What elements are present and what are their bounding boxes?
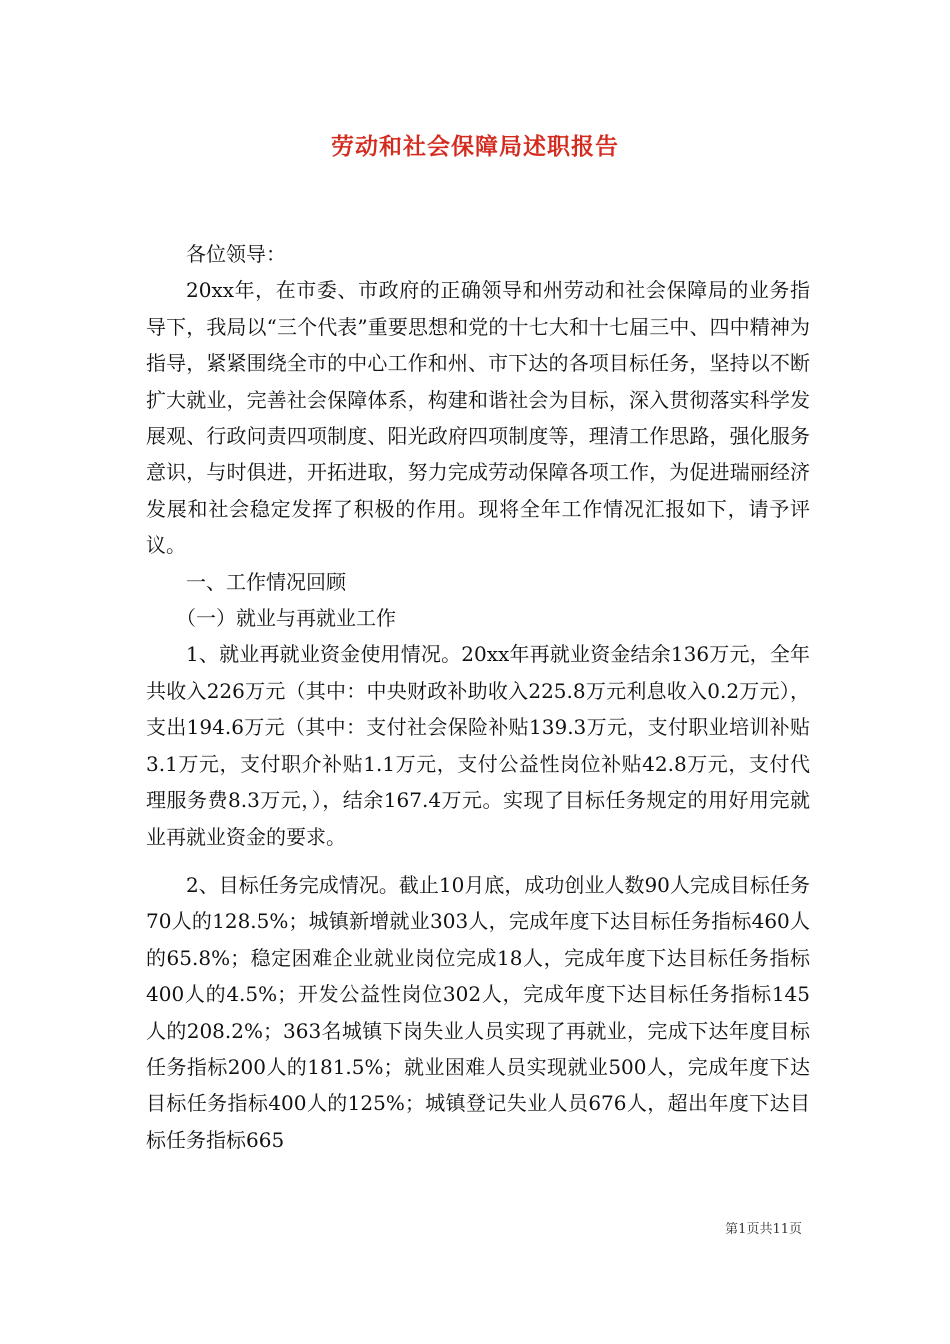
intro-paragraph: 20xx年，在市委、市政府的正确领导和州劳动和社会保障局的业务指导下，我局以“三个代表”重要思想和党的十七大和十七届三中、四中精神为指导，紧紧围绕全市的中心工作和州、市下达的各项目标任务，坚持以不断扩大就业，完善社会保障体系，构建和谐社会为目标，深入贯彻落实科学发展观、行政问责四项制度、阳光政府四项制度等，理清工作思路，强化服务意识，与时俱进，开拓进取，努力完成劳动保障各项工作，为促进瑞丽经济发展和社会稳定发挥了积极的作用。现将全年工作情况汇报如下，请予评议。: [146, 278, 810, 558]
item-2-paragraph: 2、目标任务完成情况。截止10月底，成功创业人数90人完成目标任务70人的128.5%；城镇新增就业303人，完成年度下达目标任务指标460人的65.8%；稳定困难企业就业岗位完成18人，完成年度下达目标任务指标400人的4.5%；开发公益性岗位302人，完成年度下达目标任务指标145人的208.2%；363名城镇下岗失业人员实现了再就业，完成下达年度目标任务指标200人的181.5%；就业困难人员实现就业500人，完成年度下达目标任务指标400人的125%；城镇登记失业人员676人，超出年度下达目标任务指标665: [146, 872, 810, 1152]
subsection-heading: （一）就业与再就业工作: [176, 606, 396, 631]
item-1-paragraph: 1、就业再就业资金使用情况。20xx年再就业资金结余136万元，全年共收入226万元（其中：中央财政补助收入225.8万元利息收入0.2万元），支出194.6万元（其中：支付社会保险补贴139.3万元，支付职业培训补贴3.1万元，支付职介补贴1.1万元，支付公益性岗位补贴42.8万元，支付代理服务费8.3万元，），结余167.4万元。实现了目标任务规定的用好用完就业再就业资金的要求。: [146, 642, 810, 849]
document-body: [146, 236, 810, 1158]
page-number-footer: 第1页共11页: [725, 1222, 802, 1237]
section-heading: 一、工作情况回顾: [186, 569, 346, 594]
document-title: 劳动和社会保障局述职报告: [331, 133, 619, 160]
salutation: 各位领导：: [186, 242, 286, 266]
